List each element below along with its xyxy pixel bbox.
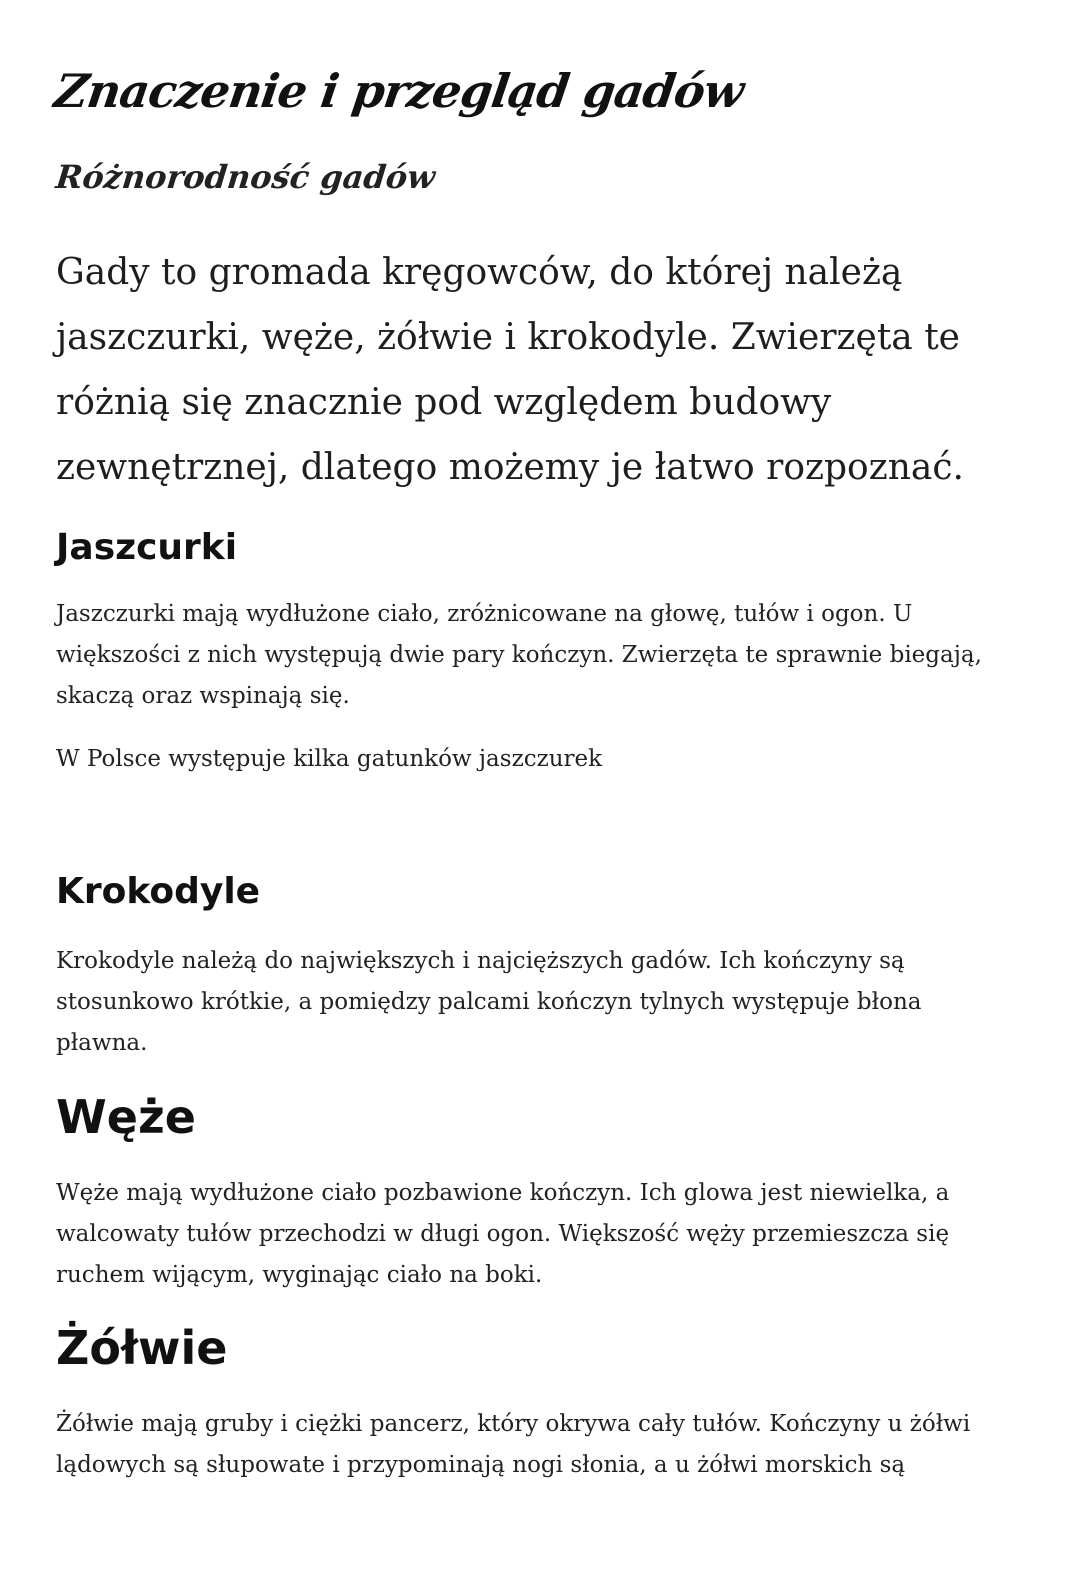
page-subtitle: Różnorodność gadów bbox=[54, 158, 437, 196]
section-heading-jaszczurki: Jaszcurki bbox=[56, 527, 238, 568]
paragraph-weze: Węże mają wydłużone ciało pozbawione kończyn. Ich glowa jest niewielka, a walcowaty tułów przechodzi w długi ogon. Większość węży przemieszcza się ruchem wijącym, wyginając ciało na boki. bbox=[56, 1180, 950, 1288]
section-heading-zolwie: Żółwie bbox=[56, 1321, 228, 1375]
intro-paragraph: Gady to gromada kręgowców, do której należą jaszczurki, węże, żółwie i krokodyle. Zwierzęta te różnią się znacznie pod względem budowy zewnętrznej, dlatego możemy je łatwo rozpoznać. bbox=[56, 252, 964, 488]
paragraph-jaszczurki-2: W Polsce występuje kilka gatunków jaszczurek bbox=[56, 746, 603, 772]
paragraph-zolwie: Żółwie mają gruby i ciężki pancerz, który okrywa cały tułów. Kończyny u żółwi lądowych są słupowate i przypominają nogi słonia, a u żółwi morskich są bbox=[56, 1411, 971, 1478]
section-heading-weze: Węże bbox=[56, 1090, 196, 1144]
paragraph-krokodyle: Krokodyle należą do największych i najcięższych gadów. Ich kończyny są stosunkowo krótkie, a pomiędzy palcami kończyn tylnych występuje błona pławna. bbox=[56, 948, 922, 1056]
paragraph-jaszczurki-1: Jaszczurki mają wydłużone ciało, zróżnicowane na głowę, tułów i ogon. U większości z nich występują dwie pary kończyn. Zwierzęta te sprawnie biegają, skaczą oraz wspinają się. bbox=[56, 601, 982, 709]
page-title: Znaczenie i przegląd gadów bbox=[51, 64, 747, 118]
section-heading-krokodyle: Krokodyle bbox=[56, 871, 261, 912]
